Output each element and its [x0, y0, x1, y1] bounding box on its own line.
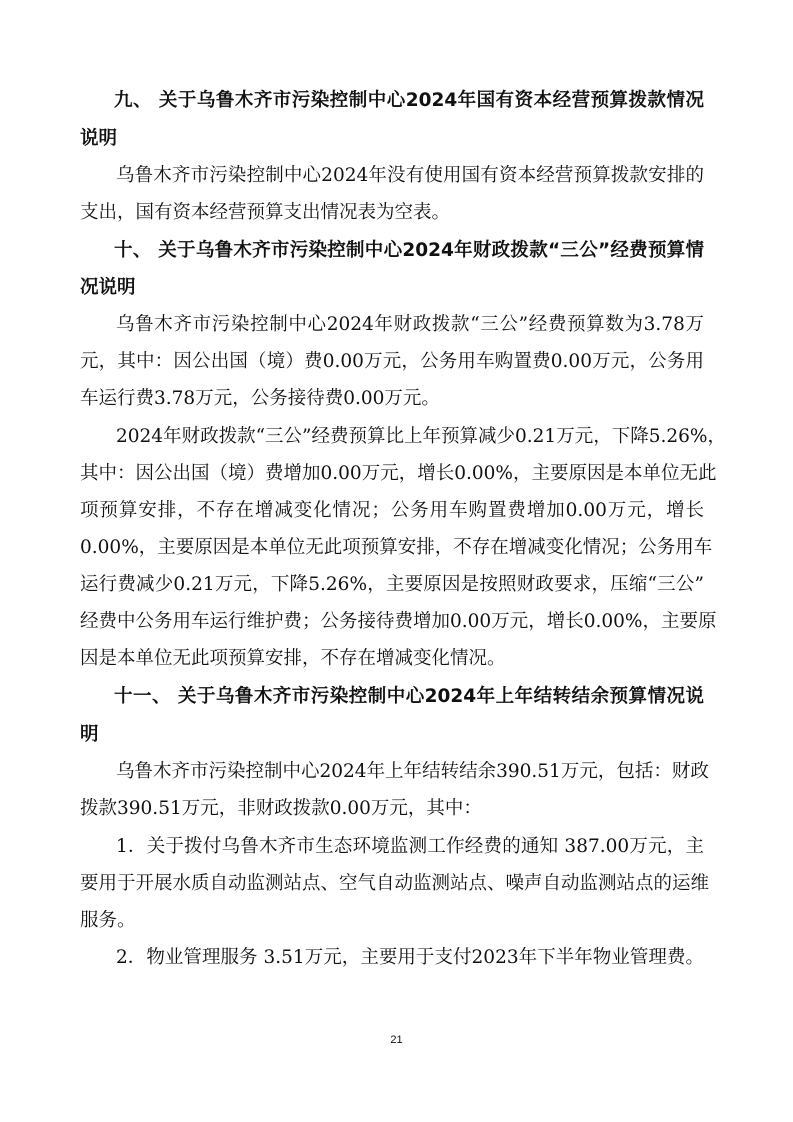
paragraph-line: 乌鲁木齐市污染控制中心2024年财政拨款“三公”经费预算数为3.78万 [116, 314, 704, 335]
paragraph-line: 服务。 [80, 910, 136, 931]
paragraph-line: 车运行费3.78万元，公务接待费0.00万元。 [80, 388, 440, 409]
paragraph-line: 要用于开展水质自动监测站点、空气自动监测站点、噪声自动监测站点的运维 [80, 873, 710, 894]
paragraph-line: 0.00%，主要原因是本单位无此项预算安排，不存在增减变化情况；公务用车 [80, 537, 713, 558]
paragraph-line: 运行费减少0.21万元，下降5.26%，主要原因是按照财政要求，压缩“三公” [80, 574, 704, 595]
paragraph-line: 乌鲁木齐市污染控制中心2024年没有使用国有资本经营预算拨款安排的 [116, 165, 704, 186]
paragraph-line: 1．关于拨付乌鲁木齐市生态环境监测工作经费的通知 387.00万元，主 [116, 836, 704, 857]
paragraph-line: 元，其中：因公出国（境）费0.00万元，公务用车购置费0.00万元，公务用 [80, 351, 704, 372]
section-heading: 况说明 [80, 277, 136, 298]
paragraph-line: 2．物业管理服务 3.51万元，主要用于支付2023年下半年物业管理费。 [116, 947, 704, 968]
section-heading: 明 [80, 724, 99, 745]
page-number: 21 [390, 1034, 403, 1046]
paragraph-line: 拨款390.51万元，非财政拨款0.00万元，其中： [80, 798, 482, 819]
paragraph-line: 乌鲁木齐市污染控制中心2024年上年结转结余390.51万元，包括：财政 [116, 761, 709, 782]
paragraph-line: 项预算安排，不存在增减变化情况；公务用车购置费增加0.00万元，增长 [80, 500, 704, 521]
paragraph-line: 经费中公务用车运行维护费；公务接待费增加0.00万元，增长0.00%，主要原 [80, 611, 717, 632]
paragraph-line: 2024年财政拨款“三公”经费预算比上年预算减少0.21万元，下降5.26%， [116, 426, 726, 447]
paragraph-line: 其中：因公出国（境）费增加0.00万元，增长0.00%，主要原因是本单位无此 [80, 463, 717, 484]
paragraph-line: 因是本单位无此项预算安排，不存在增减变化情况。 [80, 648, 506, 669]
section-heading: 十一、 关于乌鲁木齐市污染控制中心2024年上年结转结余预算情况说 [114, 686, 704, 707]
paragraph-line: 支出，国有资本经营预算支出情况表为空表。 [80, 202, 451, 223]
section-heading: 十、 关于乌鲁木齐市污染控制中心2024年财政拨款“三公”经费预算情 [114, 240, 704, 261]
section-heading: 说明 [80, 128, 118, 149]
section-heading: 九、 关于乌鲁木齐市污染控制中心2024年国有资本经营预算拨款情况 [114, 90, 704, 111]
